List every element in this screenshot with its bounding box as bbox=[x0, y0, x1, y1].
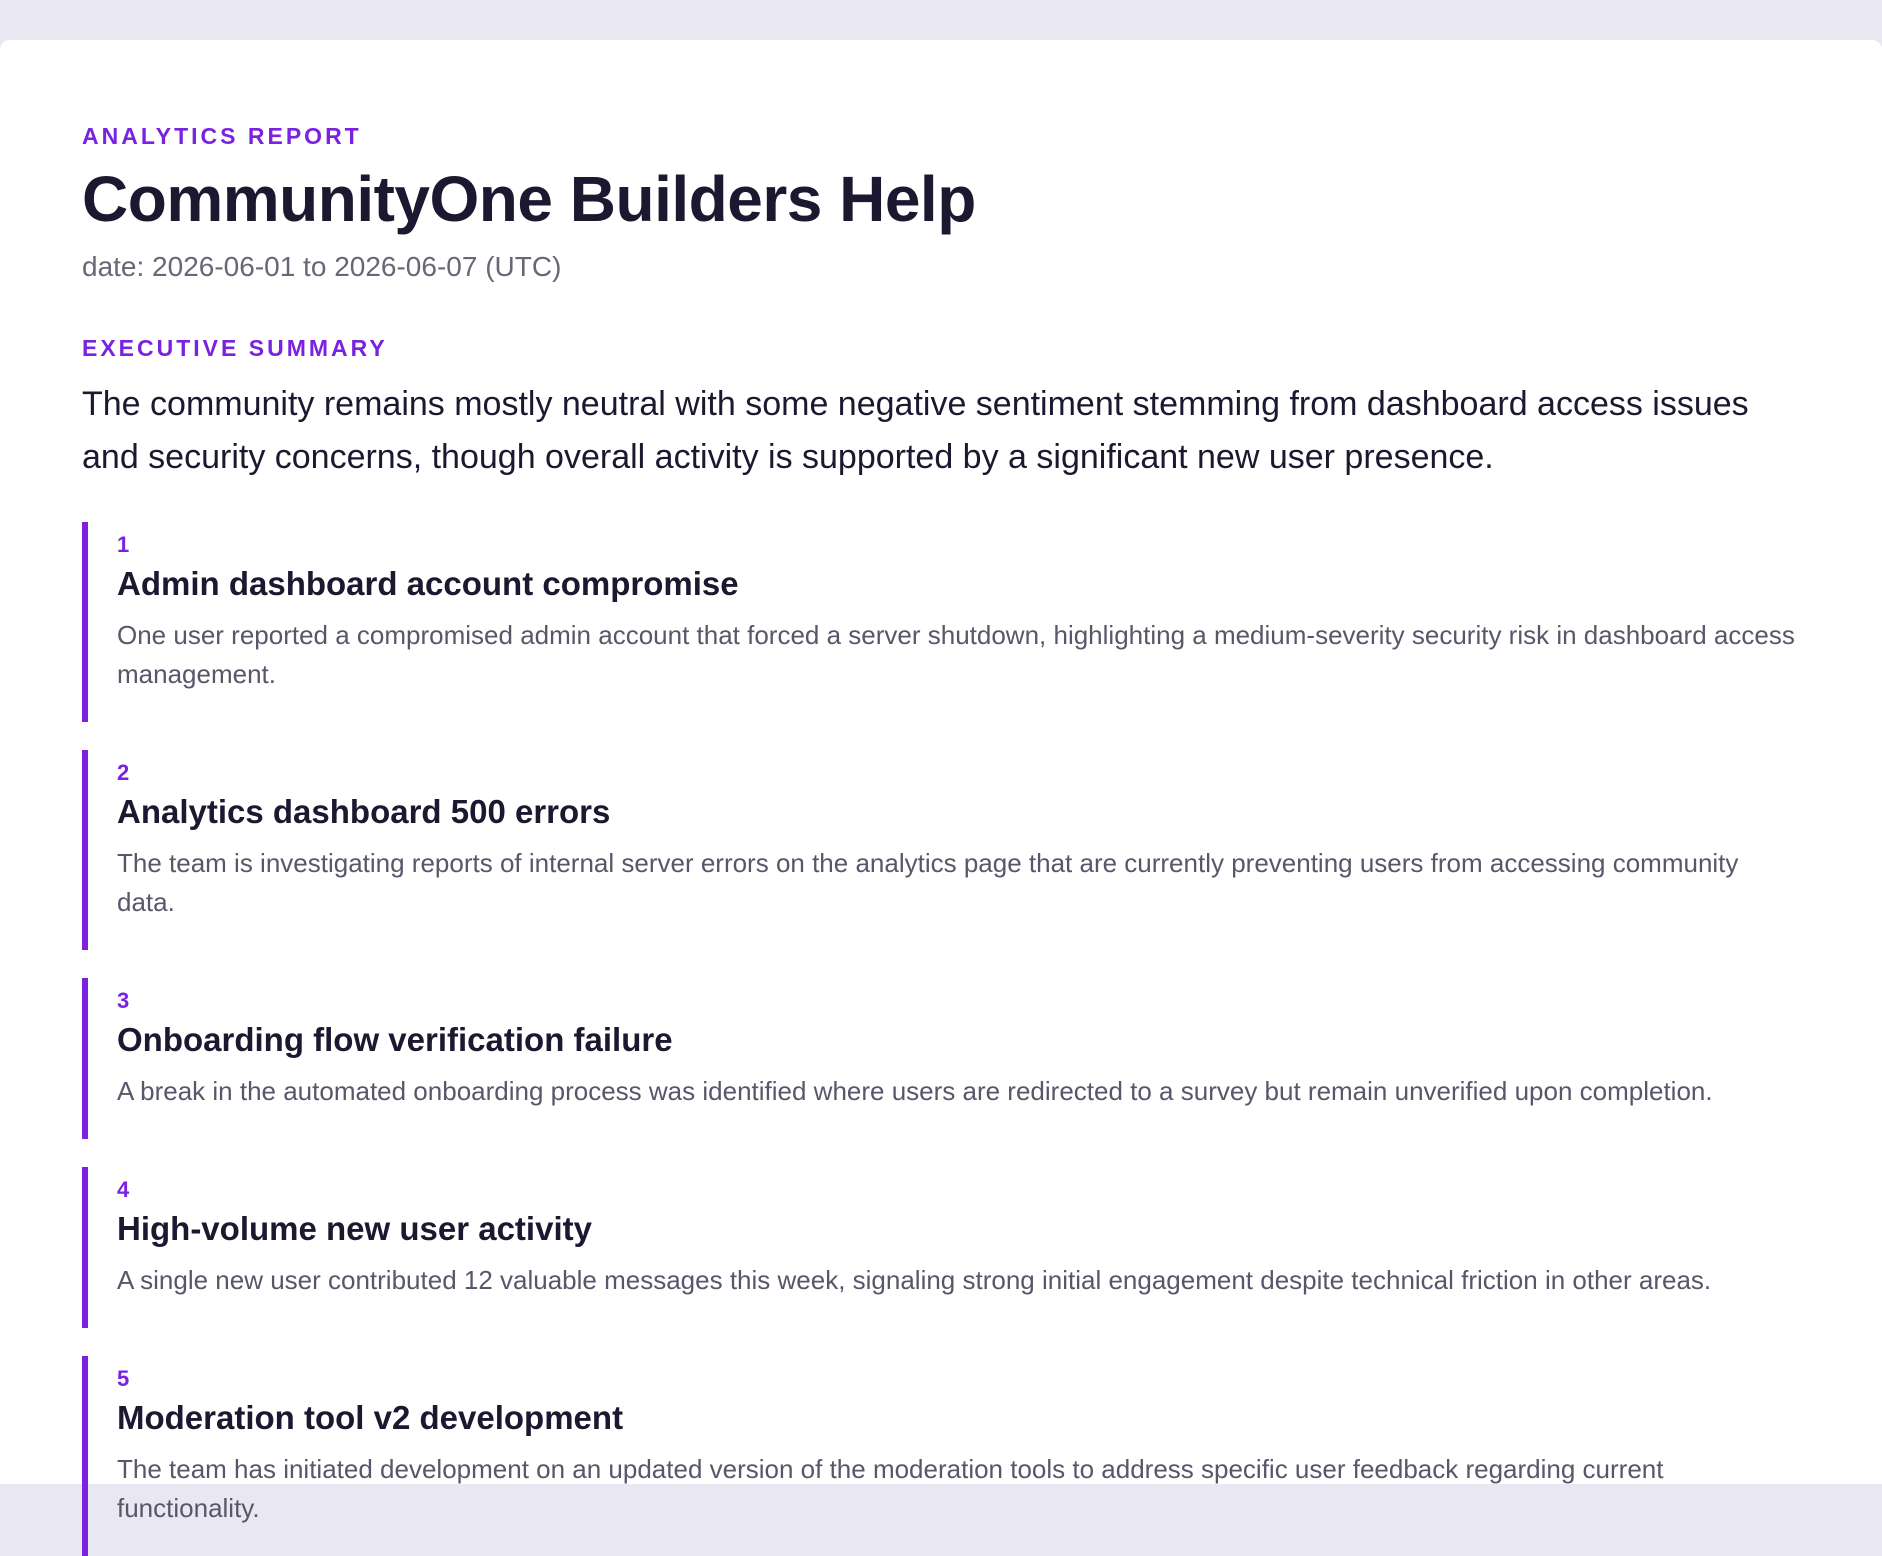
highlights-list bbox=[82, 522, 1800, 1556]
highlight-title: Admin dashboard account compromise bbox=[117, 565, 739, 602]
highlight-description: One user reported a compromised admin account that forced a server shutdown, highlighting a medium-severity security risk in dashboard access management. bbox=[117, 620, 1795, 689]
highlight-number: 3 bbox=[117, 988, 130, 1013]
highlight-description: A break in the automated onboarding process was identified where users are redirected to a survey but remain unverified upon completion. bbox=[117, 1076, 1713, 1106]
highlight-description: A single new user contributed 12 valuable messages this week, signaling strong initial engagement despite technical friction in other areas. bbox=[117, 1265, 1712, 1295]
highlight-number: 5 bbox=[117, 1366, 130, 1391]
highlight-number: 1 bbox=[117, 532, 130, 557]
highlight-title: Onboarding flow verification failure bbox=[117, 1021, 673, 1058]
report-eyebrow: ANALYTICS REPORT bbox=[82, 123, 362, 149]
highlight-description: The team has initiated development on an updated version of the moderation tools to address specific user feedback regarding current functionality. bbox=[117, 1454, 1664, 1523]
highlight-description: The team is investigating reports of internal server errors on the analytics page that are currently preventing users from accessing community data. bbox=[117, 848, 1739, 917]
report-card bbox=[0, 40, 1882, 1523]
highlight-item bbox=[82, 750, 1800, 950]
highlight-number: 4 bbox=[117, 1177, 130, 1202]
executive-summary-text: The community remains mostly neutral with some negative sentiment stemming from dashboard access issues and security concerns, though overall activity is supported by a significant new user presence. bbox=[82, 385, 1749, 476]
report-date: date: 2026-06-01 to 2026-06-07 (UTC) bbox=[82, 251, 562, 282]
highlight-number: 2 bbox=[117, 760, 130, 785]
highlight-title: Analytics dashboard 500 errors bbox=[117, 793, 611, 830]
highlight-title: High-volume new user activity bbox=[117, 1210, 592, 1247]
highlight-item bbox=[82, 1167, 1800, 1328]
executive-summary-label: EXECUTIVE SUMMARY bbox=[82, 335, 388, 361]
highlight-title: Moderation tool v2 development bbox=[117, 1399, 624, 1436]
highlight-item bbox=[82, 978, 1800, 1139]
highlight-item bbox=[82, 522, 1800, 722]
page-title: CommunityOne Builders Help bbox=[82, 163, 976, 235]
highlight-item bbox=[82, 1356, 1800, 1556]
